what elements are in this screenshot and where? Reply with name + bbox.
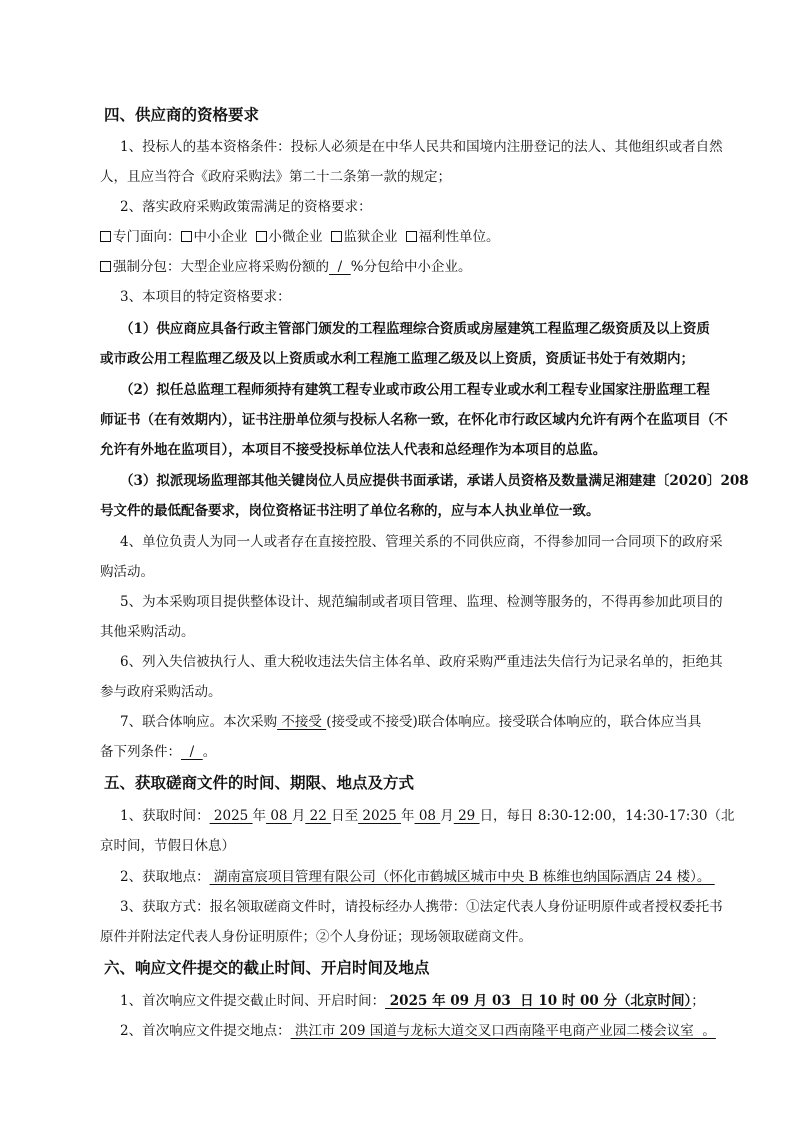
deadline-row — [120, 991, 740, 1011]
item-1-line-2: 人，且应当符合《政府采购法》第二十二条第一款的规定； — [100, 169, 451, 185]
req-2-line-3: 允许有外地在监项目），本项目不接受投标单位法人代表和总经理作为本项目的总监。 — [100, 442, 607, 458]
acquire-place-label: 2、获取地点： — [120, 869, 210, 885]
unit-day-to: 日至 — [331, 808, 359, 824]
checkbox-icon[interactable] — [256, 231, 267, 242]
submit-place-label: 2、首次响应文件提交地点： — [120, 1023, 291, 1039]
item-7-line-1 — [120, 712, 740, 732]
checkbox-icon[interactable] — [100, 261, 111, 272]
item-7-pre: 7、联合体响应。本次采购 — [120, 714, 278, 730]
item-6-line-1: 6、列入失信被执行人、重大税收违法失信主体名单、政府采购严重违法失信行为记录名单的，拒绝其 — [120, 654, 723, 670]
deadline-tail: ； — [691, 993, 705, 1009]
item-7-value: 不接受 — [277, 714, 327, 730]
req-2-line-1: （2）拟任总监理工程师须持有建筑工程专业或市政公用工程专业或水利工程专业国家注册监理工程 — [120, 382, 710, 398]
acquire-place — [120, 867, 740, 887]
special-target-label: 专门面向： — [113, 229, 181, 245]
section-4-title: 四、供应商的资格要求 — [104, 105, 260, 124]
item-5-line-2: 其他采购活动。 — [100, 624, 195, 640]
acquire-start-year: 2025 — [209, 808, 253, 824]
unit-year: 年 — [252, 808, 267, 824]
option-micro: 小微企业 — [268, 229, 323, 245]
acquire-end-year: 2025 — [358, 808, 402, 824]
acquire-time-tail: 日，每日 8:30-12:00，14:30-17:30（北 — [479, 808, 735, 824]
item-7b-value: / — [181, 744, 203, 760]
forced-value: / — [329, 259, 351, 275]
item-6-line-2: 参与政府采购活动。 — [100, 684, 222, 700]
req-1-line-2: 或市政公用工程监理乙级及以上资质或水利工程施工监理乙级及以上资质，资质证书处于有效期内； — [100, 351, 694, 367]
acquire-time-label: 1、获取时间： — [120, 808, 210, 824]
section-5-title: 五、获取磋商文件的时间、期限、地点及方式 — [104, 773, 415, 792]
section-6-title: 六、响应文件提交的截止时间、开启时间及地点 — [104, 958, 430, 977]
unit-year: 年 — [401, 808, 415, 824]
acquire-place-value: 湖南富宸项目管理有限公司（怀化市鹤城区城市中央 B 栋维也纳国际酒店 24 楼）。 — [209, 869, 715, 885]
forced-pre: 强制分包：大型企业应将采购份额的 — [113, 259, 329, 275]
deadline-value: 2025 年 09 月 03 日 10 时 00 分（北京时间） — [385, 993, 692, 1009]
unit-month: 月 — [291, 808, 306, 824]
option-sme: 中小企业 — [193, 229, 248, 245]
acquire-method-line-1: 3、获取方式：报名领取磋商文件时，请投标经办人携带：①法定代表人身份证明原件或者授权委托书 — [120, 899, 723, 915]
req-3-line-2: 号文件的最低配备要求，岗位资格证书注明了单位名称的，应与本人执业单位一致。 — [100, 503, 600, 519]
acquire-method-line-2: 原件并附法定代表人身份证明原件；②个人身份证；现场领取磋商文件。 — [100, 929, 532, 945]
item-7b-post: 。 — [202, 744, 217, 760]
item-2: 2、落实政府采购政策需满足的资格要求： — [120, 199, 372, 215]
acquire-end-month: 08 — [414, 808, 441, 824]
req-1-line-1: （1）供应商应具备行政主管部门颁发的工程监理综合资质或房屋建筑工程监理乙级资质及以上资质 — [120, 321, 710, 337]
req-3-line-1: （3）拟派现场监理部其他关键岗位人员应提供书面承诺，承诺人员资格及数量满足湘建建〔2020〕208 — [120, 473, 749, 489]
checkbox-icon[interactable] — [181, 231, 192, 242]
checkbox-icon[interactable] — [331, 231, 342, 242]
item-3: 3、本项目的特定资格要求： — [120, 289, 291, 305]
acquire-start-month: 08 — [266, 808, 292, 824]
req-2-line-2: 师证书（在有效期内），证书注册单位须与投标人名称一致，在怀化市行政区域内允许有两个在监项目（不 — [100, 412, 728, 428]
item-7-post: (接受或不接受)联合体响应。接受联合体响应的，联合体应当具 — [326, 714, 702, 730]
option-welfare: 福利性单位。 — [418, 229, 500, 245]
checkbox-icon[interactable] — [100, 231, 111, 242]
checkbox-icon[interactable] — [406, 231, 417, 242]
option-prison: 监狱企业 — [343, 229, 398, 245]
unit-month: 月 — [440, 808, 454, 824]
item-5-line-1: 5、为本采购项目提供整体设计、规范编制或者项目管理、监理、检测等服务的，不得再参加此项目的 — [120, 594, 723, 610]
acquire-start-day: 22 — [305, 808, 332, 824]
item-4-line-2: 购活动。 — [100, 564, 154, 580]
submit-place-value: 洪江市 209 国道与龙标大道交叉口西南隆平电商产业园二楼会议室 。 — [290, 1023, 716, 1039]
item-7-line-2 — [100, 742, 720, 762]
forced-post: %分包给中小企业。 — [350, 259, 472, 275]
item-7b-pre: 备下列条件： — [100, 744, 181, 760]
forced-subcontract-row — [100, 257, 720, 277]
item-1-line-1: 1、投标人的基本资格条件：投标人必须是在中华人民共和国境内注册登记的法人、其他组织或者自然 — [120, 139, 723, 155]
deadline-label: 1、首次响应文件提交截止时间、开启时间： — [120, 993, 386, 1009]
acquire-end-day: 29 — [453, 808, 480, 824]
acquire-time-line-2: 京时间，节假日休息） — [100, 838, 235, 854]
acquire-time-line-1 — [120, 806, 740, 826]
special-target-row — [100, 227, 720, 247]
submit-place-row — [120, 1021, 740, 1041]
item-4-line-1: 4、单位负责人为同一人或者存在直接控股、管理关系的不同供应商，不得参加同一合同项下的政府采 — [120, 534, 723, 550]
